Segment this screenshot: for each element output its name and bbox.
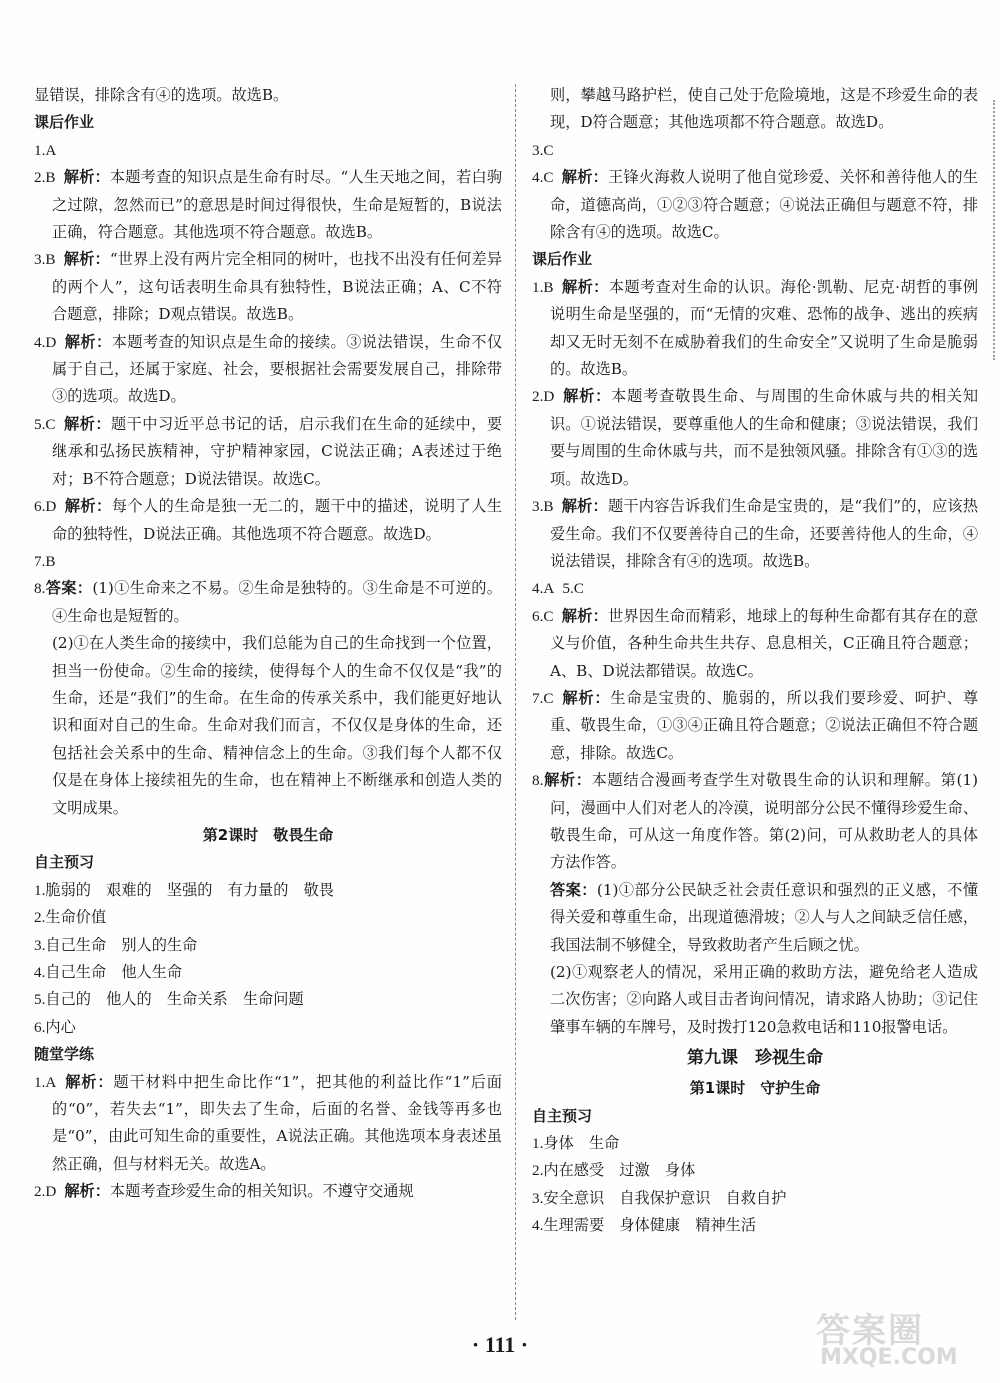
item-number: 8. bbox=[532, 772, 544, 790]
watermark-logo bbox=[816, 1303, 986, 1373]
item-number: 2. bbox=[34, 1183, 46, 1201]
answer-item bbox=[532, 137, 978, 164]
item-number: 6. bbox=[34, 1018, 46, 1036]
page-edge-mark bbox=[993, 100, 995, 360]
item-number: 5. bbox=[34, 991, 46, 1009]
item-number: 3. bbox=[532, 141, 544, 159]
lesson-subtitle bbox=[34, 822, 502, 849]
answer-item bbox=[532, 383, 978, 493]
body-text: 显错误，排除含有④的选项。故选B。 bbox=[34, 86, 289, 104]
body-text: 自主预习 bbox=[34, 853, 95, 872]
body-text: 生理需要 身体健康 精神生活 bbox=[543, 1216, 757, 1235]
item-number: 4. bbox=[34, 333, 46, 351]
answer-item bbox=[34, 548, 502, 575]
answer-item bbox=[532, 685, 978, 767]
answer-item bbox=[532, 575, 978, 602]
body-text: 第2课时 敬畏生命 bbox=[202, 825, 334, 844]
body-text: 课后作业 bbox=[532, 250, 593, 269]
analysis-label: 答案： bbox=[45, 579, 93, 598]
item-number: 4. bbox=[34, 964, 46, 981]
body-text: 身体 生命 bbox=[543, 1134, 620, 1153]
answer-item bbox=[34, 959, 502, 986]
item-number: 3. bbox=[34, 936, 46, 954]
item-number: 3. bbox=[532, 498, 544, 516]
answer-item bbox=[532, 603, 978, 685]
body-text: (1)①部分公民缺乏社会责任意识和强烈的正义感，不懂得关爱和尊重生命，出现道德滑坡；②人与人之间缺乏信任感，我国法制不够健全，导致救助者产生后顾之忧。 bbox=[550, 880, 979, 954]
body-text: 生命价值 bbox=[45, 908, 107, 927]
answer-item bbox=[532, 1157, 978, 1184]
watermark-logo-text: 答案圈 bbox=[816, 1311, 924, 1351]
paragraph bbox=[34, 630, 502, 822]
analysis-label: 解析： bbox=[561, 688, 611, 707]
answer-choice: D bbox=[45, 1183, 57, 1201]
paragraph bbox=[532, 82, 978, 137]
column-divider bbox=[515, 84, 516, 1320]
body-text: (1)①生命来之不易。②生命是独特的。③生命是不可逆的。④生命也是短暂的。 bbox=[52, 579, 502, 625]
analysis-label: 解析： bbox=[63, 168, 110, 187]
section-heading bbox=[34, 109, 502, 136]
answer-item bbox=[532, 274, 978, 384]
answer-choice: B bbox=[45, 552, 56, 570]
answer-choice: C bbox=[543, 169, 554, 187]
body-text: “世界上没有两片完全相同的树叶，也找不出没有任何差异的两个人”，这句话表明生命具有独特性，B说法正确；A、C不符合题意，排除；D观点错误。故选B。 bbox=[52, 250, 503, 324]
body-text: 自主预习 bbox=[532, 1106, 593, 1125]
answer-choice: D bbox=[543, 388, 555, 406]
body-text: 自己生命 他人生命 bbox=[45, 963, 183, 981]
answer-choice: B bbox=[543, 278, 554, 296]
item-number: 4. bbox=[532, 1217, 544, 1235]
analysis-label: 解析： bbox=[64, 497, 112, 516]
item-number: 7. bbox=[532, 689, 544, 707]
answer-choice: C bbox=[45, 415, 56, 433]
analysis-label: 解析： bbox=[561, 497, 608, 516]
body-text: 第九课 珍视生命 bbox=[687, 1048, 823, 1069]
answer-item bbox=[34, 137, 502, 164]
analysis-label: 解析： bbox=[561, 168, 609, 187]
item-number: 3. bbox=[34, 251, 46, 269]
body-text: 王锋火海救人说明了他自觉珍爱、关怀和善待他人的生命，道德高尚，①②③符合题意；④说法正确但与题意不符，排除含有④的选项。故选C。 bbox=[550, 168, 979, 242]
analysis-label: 解析： bbox=[64, 332, 112, 351]
item-number: 1. bbox=[532, 1135, 544, 1153]
item-number: 3. bbox=[532, 1189, 544, 1207]
paragraph bbox=[532, 877, 978, 959]
body-text: 本题考查珍爱生命的相关知识。不遵守交通规 bbox=[109, 1182, 414, 1201]
item-number: 1. bbox=[532, 278, 544, 296]
lesson-title bbox=[532, 1041, 978, 1075]
answer-item bbox=[34, 1069, 502, 1179]
answer-item bbox=[532, 1185, 978, 1212]
body-text: 题干材料中把生命比作“1”，把其他的利益比作“1”后面的“0”，若失去“1”，即失去了生命，后面的名誉、金钱等再多也是“0”，由此可知生命的重要性，A说法正确。其他选项本身表述虽然正确，但与材料无关。故选A。 bbox=[52, 1072, 502, 1173]
answer-item bbox=[34, 932, 502, 959]
watermark-url: MXQE.COM bbox=[820, 1345, 958, 1370]
analysis-label: 解析： bbox=[63, 414, 111, 433]
answer-item bbox=[34, 986, 502, 1013]
analysis-label: 解析： bbox=[63, 250, 110, 269]
answer-item bbox=[34, 877, 502, 904]
item-number: 4. bbox=[532, 169, 544, 187]
answer-item bbox=[34, 411, 502, 493]
body-text: 本题考查对生命的认识。海伦·凯勒、尼克·胡哲的事例说明生命是坚强的，而“无情的灾难、恐怖的战争、逃出的疾病却又无时无刻不在威胁着我们的生命安全”又说明了生命是脆弱的。故选B。 bbox=[550, 277, 979, 379]
answer-choice: A bbox=[543, 580, 555, 598]
answer-choice: 5.C bbox=[562, 580, 584, 598]
item-number: 4. bbox=[532, 580, 544, 598]
body-text: (2)①观察老人的情况，采用正确的救助方法，避免给老人造成二次伤害；②向路人或目击者询问情况，请求路人协助；③记住肇事车辆的车牌号，及时拨打120急救电话和110报警电话。 bbox=[550, 963, 978, 1036]
answer-item bbox=[532, 493, 978, 575]
item-number: 5. bbox=[34, 415, 46, 433]
section-heading bbox=[34, 849, 502, 876]
section-heading bbox=[532, 246, 978, 273]
answer-choice: C bbox=[543, 607, 554, 625]
answer-item bbox=[34, 904, 502, 931]
item-number: 7. bbox=[34, 552, 46, 570]
lesson-subtitle bbox=[532, 1075, 978, 1102]
body-text: 本题考查的知识点是生命的接续。③说法错误，生命不仅属于自己，还属于家庭、社会，要根据社会需要发展自己，排除带③的选项。故选D。 bbox=[52, 332, 503, 406]
body-text: 世界因生命而精彩，地球上的每种生命都有其存在的意义与价值，各种生命共生共存、息息相关，C正确且符合题意；A、B、D说法都错误。故选C。 bbox=[550, 606, 979, 680]
answer-item bbox=[34, 575, 502, 630]
body-text: 本题结合漫画考查学生对敬畏生命的认识和理解。第(1)问，漫画中人们对老人的冷漠，说明部分公民不懂得珍爱生命、敬畏生命，可从这一角度作答。第(2)问，可从救助老人的具体方法作答。 bbox=[550, 771, 979, 872]
answer-choice: D bbox=[45, 498, 57, 516]
item-number: 2. bbox=[34, 909, 46, 927]
analysis-label: 解析： bbox=[543, 771, 592, 790]
body-text: 内心 bbox=[45, 1017, 76, 1036]
analysis-label: 解析： bbox=[64, 1182, 110, 1201]
answer-choice: B bbox=[45, 169, 56, 187]
answer-item bbox=[34, 1014, 502, 1041]
section-heading bbox=[34, 1041, 502, 1068]
right-column bbox=[532, 82, 978, 1240]
item-number: 6. bbox=[34, 498, 46, 516]
answer-item bbox=[532, 1130, 978, 1157]
answer-item bbox=[34, 164, 502, 246]
left-column bbox=[34, 82, 502, 1206]
item-number: 2. bbox=[34, 169, 46, 187]
item-number: 1. bbox=[34, 1073, 46, 1091]
answer-choice: B bbox=[543, 498, 554, 516]
body-text: 题干中习近平总书记的话，启示我们在生命的延续中，要继承和弘扬民族精神，守护精神家园，C说法正确；A表述过于绝对；B不符合题意；D说法错误。故选C。 bbox=[52, 414, 503, 488]
body-text: 脆弱的 艰难的 坚强的 有力量的 敬畏 bbox=[45, 880, 334, 899]
answer-choice: A bbox=[45, 141, 57, 159]
answer-item bbox=[532, 767, 978, 877]
body-text: 随堂学练 bbox=[34, 1045, 95, 1064]
body-text: 自己的 他人的 生命关系 生命问题 bbox=[45, 990, 304, 1009]
item-number: 2. bbox=[532, 388, 544, 406]
answer-choice: D bbox=[45, 333, 57, 351]
analysis-label: 解析： bbox=[561, 277, 609, 296]
analysis-label: 解析： bbox=[562, 387, 612, 406]
body-text: 生命是宝贵的、脆弱的，所以我们要珍爱、呵护、尊重、敬畏生命，①③④正确且符合题意；②说法正确但不符合题意，排除。故选C。 bbox=[550, 688, 979, 762]
answer-choice: B bbox=[45, 251, 56, 269]
answer-choice: C bbox=[543, 141, 554, 159]
section-heading bbox=[532, 1103, 978, 1130]
answer-choice: A bbox=[45, 1073, 57, 1091]
body-text: 课后作业 bbox=[34, 113, 95, 132]
answer-item bbox=[532, 164, 978, 246]
item-number: 2. bbox=[532, 1162, 544, 1180]
body-text: 题干内容告诉我们生命是宝贵的，是“我们”的，应该热爱生命。我们不仅要善待自己的生命，还要善待他人的生命，④说法错误，排除含有④的选项。故选B。 bbox=[550, 497, 979, 570]
answer-item bbox=[34, 1178, 502, 1205]
analysis-label: 解析： bbox=[64, 1072, 114, 1091]
paragraph bbox=[34, 82, 502, 109]
analysis-label: 解析： bbox=[561, 606, 609, 625]
answer-item bbox=[34, 329, 502, 411]
answer-item bbox=[532, 1212, 978, 1239]
body-text: 自己生命 别人的生命 bbox=[45, 935, 198, 954]
body-text: 每个人的生命是独一无二的，题干中的描述，说明了人生命的独特性，D说法正确。其他选项不符合题意。故选D。 bbox=[52, 497, 503, 543]
item-number: 1. bbox=[34, 881, 46, 899]
item-number: 1. bbox=[34, 141, 46, 159]
body-text: 内在感受 过激 身体 bbox=[543, 1161, 696, 1180]
answer-item bbox=[34, 493, 502, 548]
body-text: (2)①在人类生命的接续中，我们总能为自己的生命找到一个位置，担当一份使命。②生命的接续，使得每个人的生命不仅仅是“我”的生命，还是“我们”的生命。在生命的传承关系中，我们能更好地认识和面对自己的生命。生命对我们而言，不仅仅是身体的生命，还包括社会关系中的生命、精神信念上的生命。③我们每个人都不仅仅是在身体上接续祖先的生命，也在精神上不断继承和创造人类的文明成果。 bbox=[52, 634, 502, 817]
page-number: · 111 · bbox=[471, 1332, 529, 1357]
item-number: 6. bbox=[532, 607, 544, 625]
answer-item bbox=[34, 246, 502, 328]
body-text: 则，攀越马路护栏，使自己处于危险境地，这是不珍爱生命的表现，D符合题意；其他选项都不符合题意。故选D。 bbox=[550, 86, 978, 132]
item-number: 8. bbox=[34, 580, 46, 598]
body-text: 第1课时 守护生命 bbox=[689, 1079, 821, 1098]
answer-choice: C bbox=[543, 689, 554, 707]
paragraph bbox=[532, 959, 978, 1041]
body-text: 本题考查的知识点是生命有时尽。“人生天地之间，若白驹之过隙，忽然而已”的意思是时间过得很快，生命是短暂的，B说法正确，符合题意。其他选项不符合题意。故选B。 bbox=[52, 168, 503, 242]
analysis-label: 答案： bbox=[550, 880, 597, 899]
body-text: 本题考查敬畏生命、与周围的生命休戚与共的相关知识。①说法错误，要尊重他人的生命和健康；③说法错误，我们要与周围的生命休戚与共，而不是独领风骚。排除含有①③的选项。故选D。 bbox=[550, 387, 979, 488]
body-text: 安全意识 自我保护意识 自救自护 bbox=[543, 1188, 787, 1207]
